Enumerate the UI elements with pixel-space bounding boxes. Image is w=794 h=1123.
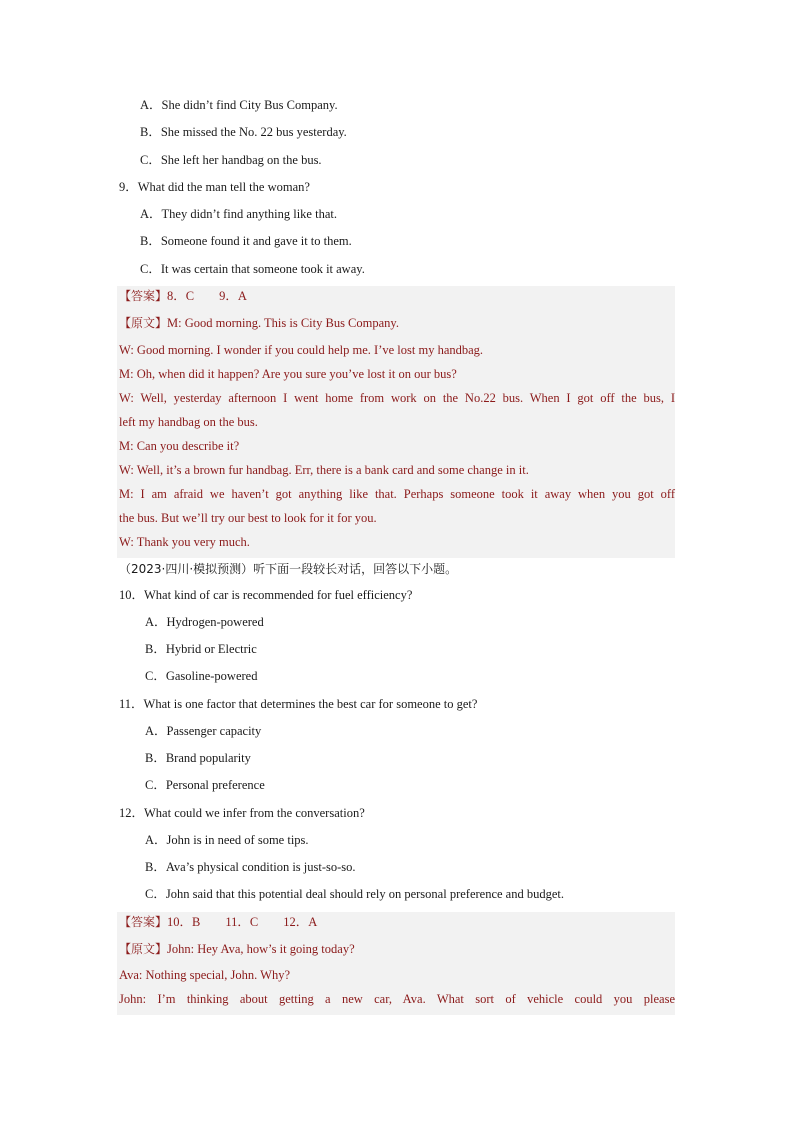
answer-1 bbox=[119, 287, 247, 305]
transcript-1-first: 【原文】M: Good morning. This is City Bus Company. bbox=[119, 316, 399, 330]
q9-option-a: A．They didn’t find anything like that. bbox=[140, 207, 337, 221]
answer-2-text: 10．B 11．C 12．A bbox=[167, 915, 318, 929]
q9-option-c: C．It was certain that someone took it away. bbox=[140, 262, 365, 276]
q11-option-c: C．Personal preference bbox=[145, 778, 265, 792]
q12-question: 12．What could we infer from the conversation? bbox=[119, 806, 365, 820]
transcript-1-line: the bus. But we’ll try our best to look for it for you. bbox=[119, 511, 377, 525]
transcript-1-line: M: I am afraid we haven’t got anything like that. Perhaps someone took it away when you got off bbox=[119, 487, 675, 501]
transcript-1-line: W: Good morning. I wonder if you could help me. I’ve lost my handbag. bbox=[119, 343, 484, 357]
q11-option-b: B．Brand popularity bbox=[145, 751, 251, 765]
answer-1-label: 【答案】 bbox=[119, 289, 168, 303]
q9-question: 9．What did the man tell the woman? bbox=[119, 180, 310, 194]
q11-question: 11．What is one factor that determines the best car for someone to get? bbox=[119, 697, 478, 711]
transcript-2-label: 【原文】 bbox=[119, 942, 168, 956]
q11-option-a: A．Passenger capacity bbox=[145, 724, 262, 738]
q10-question: 10．What kind of car is recommended for fuel efficiency? bbox=[119, 588, 413, 602]
transcript-2-first: 【原文】John: Hey Ava, how’s it going today? bbox=[119, 942, 355, 956]
transcript-1-line: W: Thank you very much. bbox=[119, 535, 250, 549]
q9-option-b: B．Someone found it and gave it to them. bbox=[140, 234, 352, 248]
q10-option-a: A．Hydrogen-powered bbox=[145, 615, 264, 629]
answer-2 bbox=[119, 913, 317, 931]
section-2-intro: （2023·四川·模拟预测）听下面一段较长对话，回答以下小题。 bbox=[119, 562, 458, 576]
answer-2-label: 【答案】 bbox=[119, 915, 168, 929]
transcript-1-line: W: Well, yesterday afternoon I went home from work on the No.22 bus. When I got off the bus, I bbox=[119, 391, 675, 405]
q12-option-b: B．Ava’s physical condition is just-so-so. bbox=[145, 860, 356, 874]
q10-option-b: B．Hybrid or Electric bbox=[145, 642, 257, 656]
transcript-2-line: Ava: Nothing special, John. Why? bbox=[119, 968, 291, 982]
transcript-1-line: W: Well, it’s a brown fur handbag. Err, there is a bank card and some change in it. bbox=[119, 463, 529, 477]
transcript-2-line: John: I’m thinking about getting a new car, Ava. What sort of vehicle could you please bbox=[119, 992, 675, 1006]
transcript-1-line: left my handbag on the bus. bbox=[119, 415, 258, 429]
q8-option-c: C．She left her handbag on the bus. bbox=[140, 153, 322, 167]
transcript-1-line: M: Oh, when did it happen? Are you sure you’ve lost it on our bus? bbox=[119, 367, 457, 381]
transcript-1-label: 【原文】 bbox=[119, 316, 168, 330]
q10-option-c: C．Gasoline-powered bbox=[145, 669, 258, 683]
q8-option-b: B．She missed the No. 22 bus yesterday. bbox=[140, 125, 347, 139]
q8-option-a: A．She didn’t find City Bus Company. bbox=[140, 98, 338, 112]
answer-1-text: 8．C 9．A bbox=[167, 289, 247, 303]
q12-option-a: A．John is in need of some tips. bbox=[145, 833, 309, 847]
q12-option-c: C．John said that this potential deal should rely on personal preference and budget. bbox=[145, 887, 564, 901]
transcript-1-line: M: Can you describe it? bbox=[119, 439, 240, 453]
